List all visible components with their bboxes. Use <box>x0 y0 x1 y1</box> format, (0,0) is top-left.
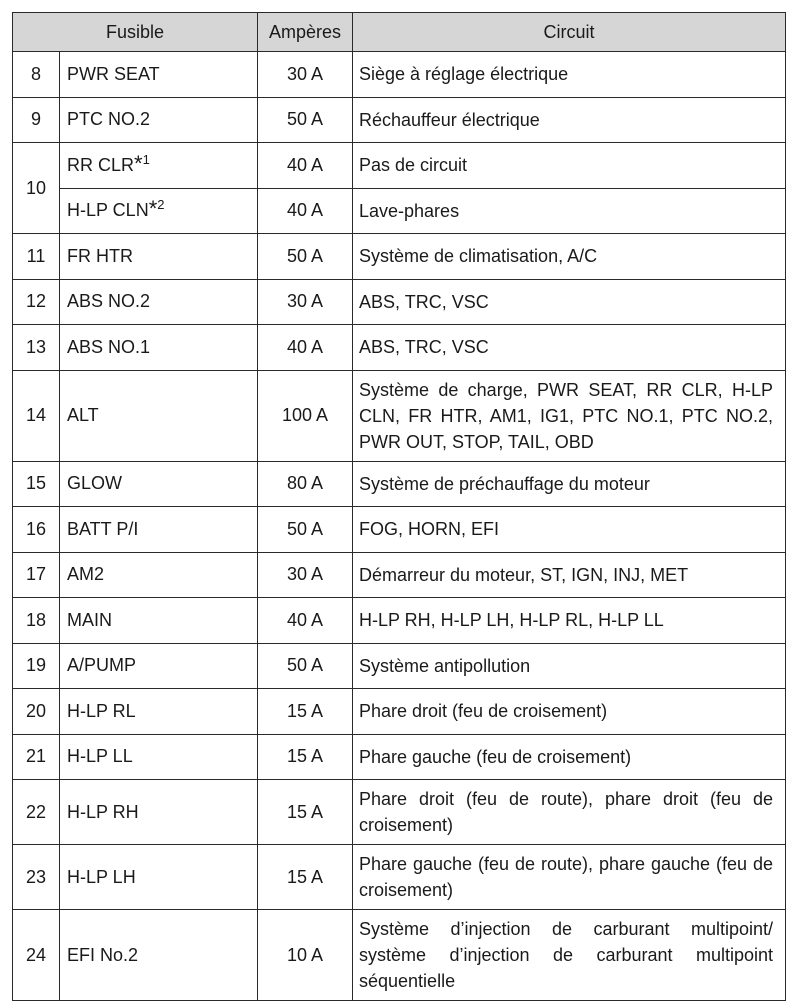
fuse-circuit: Phare droit (feu de croisement) <box>353 689 786 735</box>
fuse-number: 17 <box>13 552 60 598</box>
table-row <box>13 643 786 689</box>
fuse-circuit: ABS, TRC, VSC <box>353 279 786 325</box>
table-row <box>13 598 786 644</box>
fuse-amps: 15 A <box>258 845 353 910</box>
table-row <box>13 188 786 234</box>
table-row <box>13 279 786 325</box>
fuse-name: H-LP RH <box>60 780 258 845</box>
footnote-asterisk: * <box>134 150 143 176</box>
fuse-number: 15 <box>13 461 60 507</box>
fuse-name-text: H-LP CLN <box>67 200 149 221</box>
fuse-circuit: Pas de circuit <box>353 143 786 189</box>
fuse-amps: 15 A <box>258 734 353 780</box>
fuse-name: H-LP RL <box>60 689 258 735</box>
fuse-circuit: Phare droit (feu de route), phare droit (feu de croisement) <box>353 780 786 845</box>
fuse-number: 14 <box>13 370 60 461</box>
fuse-amps: 30 A <box>258 552 353 598</box>
fuse-circuit: Système d’injection de carburant multipoint/ système d’injection de carburant multipoint séquentielle <box>353 910 786 1001</box>
fuse-name: MAIN <box>60 598 258 644</box>
fuse-amps: 40 A <box>258 143 353 189</box>
fuse-circuit: FOG, HORN, EFI <box>353 507 786 553</box>
fuse-amps: 50 A <box>258 234 353 280</box>
table-row <box>13 507 786 553</box>
fuse-table <box>12 12 786 1001</box>
fuse-amps: 80 A <box>258 461 353 507</box>
fuse-amps: 40 A <box>258 188 353 234</box>
table-row <box>13 845 786 910</box>
footnote-asterisk: * <box>148 196 158 222</box>
fuse-circuit: Réchauffeur électrique <box>353 97 786 143</box>
fuse-number: 22 <box>13 780 60 845</box>
fuse-table-frame <box>12 12 785 991</box>
fuse-name: A/PUMP <box>60 643 258 689</box>
footnote-number: 2 <box>157 197 165 213</box>
fuse-number: 10 <box>13 143 60 234</box>
fuse-number: 9 <box>13 97 60 143</box>
fuse-name: EFI No.2 <box>60 910 258 1001</box>
fuse-amps: 100 A <box>258 370 353 461</box>
fuse-number: 24 <box>13 910 60 1001</box>
fuse-amps: 40 A <box>258 598 353 644</box>
table-row <box>13 143 786 189</box>
fuse-number: 12 <box>13 279 60 325</box>
fuse-name: PWR SEAT <box>60 52 258 98</box>
fuse-amps: 40 A <box>258 325 353 371</box>
fuse-circuit: Phare gauche (feu de route), phare gauche (feu de croisement) <box>353 845 786 910</box>
fuse-number: 11 <box>13 234 60 280</box>
fuse-name: PTC NO.2 <box>60 97 258 143</box>
header-fuse: Fusible <box>13 13 258 52</box>
table-header-row <box>13 13 786 52</box>
table-row <box>13 552 786 598</box>
table-row <box>13 910 786 1001</box>
fuse-number: 13 <box>13 325 60 371</box>
fuse-number: 18 <box>13 598 60 644</box>
fuse-name <box>60 143 258 189</box>
fuse-amps: 15 A <box>258 689 353 735</box>
table-row <box>13 734 786 780</box>
fuse-amps: 50 A <box>258 643 353 689</box>
fuse-number: 21 <box>13 734 60 780</box>
fuse-number: 16 <box>13 507 60 553</box>
table-row <box>13 234 786 280</box>
fuse-number: 19 <box>13 643 60 689</box>
fuse-name: ABS NO.2 <box>60 279 258 325</box>
fuse-number: 20 <box>13 689 60 735</box>
fuse-name: H-LP LH <box>60 845 258 910</box>
fuse-amps: 30 A <box>258 52 353 98</box>
table-row <box>13 325 786 371</box>
table-row <box>13 689 786 735</box>
fuse-circuit: ABS, TRC, VSC <box>353 325 786 371</box>
fuse-circuit: Lave-phares <box>353 188 786 234</box>
fuse-number: 8 <box>13 52 60 98</box>
fuse-name: BATT P/I <box>60 507 258 553</box>
fuse-amps: 50 A <box>258 97 353 143</box>
fuse-amps: 15 A <box>258 780 353 845</box>
fuse-amps: 30 A <box>258 279 353 325</box>
fuse-circuit: Siège à réglage électrique <box>353 52 786 98</box>
header-circuit: Circuit <box>353 13 786 52</box>
fuse-name <box>60 188 258 234</box>
footnote-number: 1 <box>142 151 150 167</box>
table-row <box>13 461 786 507</box>
fuse-circuit: Système de préchauffage du moteur <box>353 461 786 507</box>
fuse-name-text: RR CLR <box>67 154 135 175</box>
header-amps: Ampères <box>258 13 353 52</box>
table-row <box>13 780 786 845</box>
fuse-name: ALT <box>60 370 258 461</box>
fuse-amps: 50 A <box>258 507 353 553</box>
table-row <box>13 97 786 143</box>
fuse-name: FR HTR <box>60 234 258 280</box>
fuse-name: ABS NO.1 <box>60 325 258 371</box>
fuse-circuit: Système de charge, PWR SEAT, RR CLR, H-LP CLN, FR HTR, AM1, IG1, PTC NO.1, PTC NO.2, PWR OUT, STOP, TAIL, OBD <box>353 370 786 461</box>
fuse-name: H-LP LL <box>60 734 258 780</box>
fuse-circuit: Phare gauche (feu de croisement) <box>353 734 786 780</box>
fuse-circuit: Système antipollution <box>353 643 786 689</box>
fuse-circuit: H-LP RH, H-LP LH, H-LP RL, H-LP LL <box>353 598 786 644</box>
table-row <box>13 52 786 98</box>
fuse-name: AM2 <box>60 552 258 598</box>
table-row <box>13 370 786 461</box>
fuse-number: 23 <box>13 845 60 910</box>
fuse-circuit: Système de climatisation, A/C <box>353 234 786 280</box>
fuse-name: GLOW <box>60 461 258 507</box>
fuse-circuit: Démarreur du moteur, ST, IGN, INJ, MET <box>353 552 786 598</box>
fuse-amps: 10 A <box>258 910 353 1001</box>
